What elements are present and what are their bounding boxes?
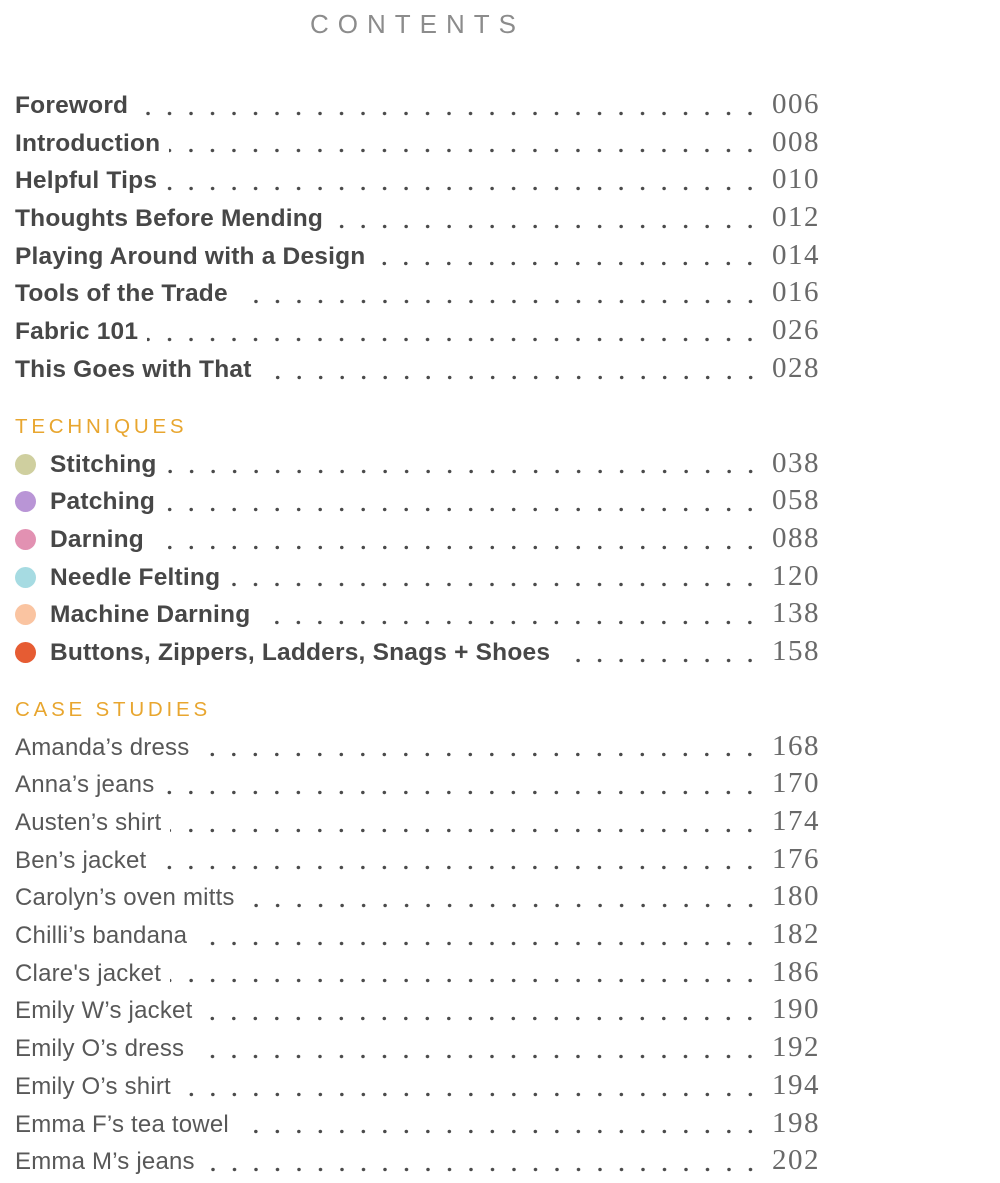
toc-entry-row	[15, 730, 820, 768]
dot-leader	[137, 88, 762, 126]
toc-entry-row	[15, 522, 820, 560]
dot-leader	[238, 1107, 762, 1145]
entry-title	[15, 1035, 184, 1063]
dot-leader	[196, 918, 762, 956]
entry-title	[15, 809, 161, 837]
toc-entry-row	[15, 1069, 820, 1107]
dot-leader	[164, 484, 762, 522]
entry-page-number: 192	[772, 1031, 820, 1064]
entry-page-number: 138	[772, 597, 820, 630]
dot-leader	[559, 635, 762, 673]
toc-content	[15, 0, 820, 1182]
toc-entry-row	[15, 352, 820, 390]
dot-leader	[163, 767, 762, 805]
entry-page-number: 182	[772, 918, 820, 951]
entry-title	[15, 771, 154, 799]
toc-entry-row	[15, 314, 820, 352]
entry-label: Fabric 101	[15, 318, 139, 346]
entry-label: Patching	[50, 488, 156, 516]
entry-label: Thoughts Before Mending	[15, 205, 324, 233]
entry-title	[15, 356, 252, 384]
entry-page-number: 168	[772, 729, 820, 762]
entry-title	[15, 922, 187, 950]
entry-title	[15, 564, 220, 592]
case-studies-section	[15, 730, 820, 1182]
entry-page-number: 198	[772, 1106, 820, 1139]
entry-page-number: 038	[772, 446, 820, 479]
category-dot-icon	[15, 491, 36, 512]
dot-leader	[229, 560, 762, 598]
entry-label: Darning	[50, 525, 144, 553]
entry-page-number: 008	[772, 125, 820, 158]
entry-title	[15, 167, 157, 195]
toc-entry-row	[15, 201, 820, 239]
entry-label: Needle Felting	[50, 563, 221, 591]
entry-title	[15, 526, 144, 554]
entry-label: Emma F’s tea towel	[15, 1110, 229, 1138]
dot-leader	[166, 447, 762, 485]
entry-page-number: 190	[772, 993, 820, 1026]
toc-entry-row	[15, 880, 820, 918]
toc-entry-row	[15, 767, 820, 805]
toc-entry-row	[15, 918, 820, 956]
dot-leader	[170, 805, 762, 843]
dot-leader	[155, 843, 762, 881]
entry-title	[15, 318, 138, 346]
toc-entry-row	[15, 239, 820, 277]
dot-leader	[261, 352, 762, 390]
entry-title	[15, 1111, 229, 1139]
dot-leader	[170, 956, 762, 994]
dot-leader	[201, 993, 762, 1031]
entry-label: Carolyn’s oven mitts	[15, 884, 235, 912]
page-title: CONTENTS	[310, 9, 525, 39]
entry-title	[15, 734, 189, 762]
toc-entry-row	[15, 956, 820, 994]
entry-title	[15, 960, 161, 988]
entry-label: Machine Darning	[50, 601, 251, 629]
toc-entry-row	[15, 163, 820, 201]
toc-entry-row	[15, 126, 820, 164]
entry-label: Anna’s jeans	[15, 771, 155, 799]
entry-page-number: 186	[772, 955, 820, 988]
toc-entry-row	[15, 88, 820, 126]
front-matter-section	[15, 88, 820, 390]
category-dot-icon	[15, 529, 36, 550]
dot-leader	[244, 880, 762, 918]
entry-label: Emma M’s jeans	[15, 1148, 195, 1176]
entry-page-number: 026	[772, 314, 820, 347]
toc-entry-row	[15, 993, 820, 1031]
entry-page-number: 058	[772, 484, 820, 517]
toc-entry-row	[15, 276, 820, 314]
entry-label: Ben’s jacket	[15, 846, 147, 874]
category-dot-icon	[15, 642, 36, 663]
entry-label: Clare's jacket	[15, 959, 162, 987]
entry-page-number: 006	[772, 88, 820, 120]
toc-entry-row	[15, 1031, 820, 1069]
entry-page-number: 176	[772, 842, 820, 875]
entry-title	[15, 130, 160, 158]
dot-leader	[169, 126, 762, 164]
dot-leader	[374, 239, 762, 277]
dot-leader	[193, 1031, 762, 1069]
entry-page-number: 158	[772, 634, 820, 667]
table-of-contents	[15, 88, 820, 1182]
entry-title	[15, 884, 235, 912]
entry-page-number: 016	[772, 276, 820, 309]
entry-title	[15, 243, 365, 271]
dot-leader	[166, 163, 762, 201]
entry-page-number: 180	[772, 880, 820, 913]
entry-title	[15, 1148, 195, 1176]
toc-entry-row	[15, 805, 820, 843]
entry-page-number: 174	[772, 805, 820, 837]
entry-title	[15, 997, 192, 1025]
entry-label: Austen’s shirt	[15, 809, 162, 836]
entry-page-number: 120	[772, 559, 820, 592]
dot-leader	[180, 1069, 762, 1107]
entry-title	[15, 1073, 171, 1101]
entry-label: Tools of the Trade	[15, 280, 228, 308]
entry-label: Playing Around with a Design	[15, 242, 366, 270]
techniques-section	[15, 447, 820, 673]
entry-page-number: 028	[772, 351, 820, 384]
toc-entry-row	[15, 843, 820, 881]
entry-label: Buttons, Zippers, Ladders, Snags + Shoes	[50, 638, 551, 666]
entry-label: This Goes with That	[15, 355, 252, 383]
entry-title	[15, 601, 250, 629]
entry-title	[15, 205, 323, 233]
dot-leader	[198, 730, 762, 768]
entry-title	[15, 488, 155, 516]
toc-entry-row	[15, 597, 820, 635]
entry-page-number: 012	[772, 201, 820, 234]
dot-leader	[204, 1144, 762, 1182]
entry-page-number: 170	[772, 767, 820, 800]
dot-leader	[332, 201, 762, 239]
category-dot-icon	[15, 567, 36, 588]
entry-label: Emily W’s jacket	[15, 997, 193, 1025]
category-dot-icon	[15, 604, 36, 625]
entry-title	[15, 280, 228, 308]
toc-entry-row	[15, 635, 820, 673]
entry-title	[15, 847, 146, 875]
entry-page-number: 010	[772, 163, 820, 196]
entry-label: Helpful Tips	[15, 167, 158, 195]
dot-leader	[259, 597, 762, 635]
techniques-section-heading: TECHNIQUES	[15, 414, 188, 438]
toc-entry-row	[15, 484, 820, 522]
toc-entry-row	[15, 1107, 820, 1145]
toc-entry-row	[15, 560, 820, 598]
entry-label: Chilli’s bandana	[15, 922, 188, 950]
entry-page-number: 088	[772, 521, 820, 554]
entry-label: Emily O’s dress	[15, 1035, 185, 1063]
entry-label: Emily O’s shirt	[15, 1072, 171, 1100]
entry-page-number: 202	[772, 1144, 820, 1177]
entry-label: Foreword	[15, 92, 129, 119]
entry-title	[15, 92, 128, 120]
entry-label: Stitching	[50, 450, 157, 478]
entry-page-number: 014	[772, 238, 820, 271]
entry-label: Introduction	[15, 129, 161, 157]
dot-leader	[153, 522, 762, 560]
entry-label: Amanda’s dress	[15, 733, 190, 761]
category-dot-icon	[15, 454, 36, 475]
entry-title	[15, 451, 157, 479]
dot-leader	[237, 276, 762, 314]
toc-entry-row	[15, 1144, 820, 1182]
case-studies-section-heading: CASE STUDIES	[15, 697, 211, 721]
toc-entry-row	[15, 447, 820, 485]
entry-title	[15, 639, 550, 667]
entry-page-number: 194	[772, 1068, 820, 1101]
dot-leader	[147, 314, 762, 352]
